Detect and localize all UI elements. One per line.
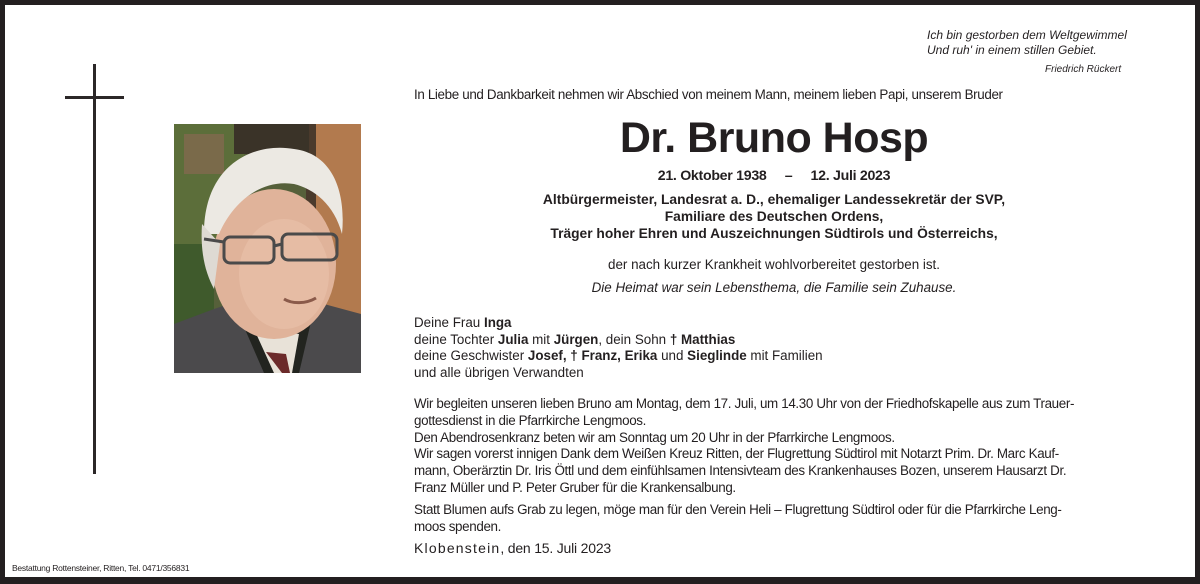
poem-quote [927,28,1127,58]
cross-icon-vertical-beam [93,64,96,474]
label-text: mit Familien [746,348,823,363]
rosary-text: Den Abendrosenkranz beten wir am Sonntag um 20 Uhr in der Pfarrkirche Lengmoos. [414,429,895,445]
place: Klobenstein [414,540,501,556]
label-text: deine Tochter [414,331,498,347]
place-and-date [414,540,611,556]
life-motto: Die Heimat war sein Lebensthema, die Familie sein Zuhause. [591,280,957,295]
donation-text: Statt Blumen aufs Grab zu legen, möge man für den Verein Heli – Flugrettung Südtirol oder für die Pfarrkirche Leng- moos spenden. [414,502,1062,534]
title-line: Familiare des Deutschen Ordens, [664,209,884,224]
partner-name: Jürgen [553,331,599,347]
deceased-name: Dr. Bruno Hosp [619,114,929,162]
label-text: und [657,348,688,363]
death-description: der nach kurzer Krankheit wohlvorbereitet gestorben ist. [608,257,940,272]
mourner-line-relatives: und alle übrigen Verwandten [414,364,584,380]
mourner-line-siblings [414,348,823,365]
label-text: Deine Frau [414,315,484,330]
intro-text: In Liebe und Dankbarkeit nehmen wir Abschied von meinem Mann, meinem lieben Papi, unserem Bruder [414,87,1003,102]
notice-date: , den 15. Juli 2023 [500,540,611,556]
title-line: Träger hoher Ehren und Auszeichnungen Südtirols und Österreichs, [550,226,998,241]
undertaker-credit: Bestattung Rottensteiner, Ritten, Tel. 0471/356831 [12,563,190,573]
sibling-name: Sieglinde [687,348,747,363]
mourners-list [414,315,823,381]
poem-line-1: Ich bin gestorben dem Weltgewimmel [927,28,1127,42]
life-dates [414,168,1134,184]
label-text: deine Geschwister [414,348,528,363]
obituary-notice [5,5,1195,577]
funeral-service-text: Wir begleiten unseren lieben Bruno am Montag, dem 17. Juli, um 14.30 Uhr von der Friedhofskapelle aus zum Trauer- gottesdienst in die Pfarrkirche Lengmoos. [414,396,1075,428]
portrait-photo [174,124,361,373]
label-text: mit [528,331,554,347]
funeral-info [414,396,1129,446]
thanks-text: Wir sagen vorerst innigen Dank dem Weißen Kreuz Ritten, der Flugrettung Südtirol mit Notarzt Prim. Dr. Marc Kauf- mann, Oberärztin Dr. Iris Öttl und dem einfühlsamen Intensivteam des Krankenhauses Bozen, unserem Hausarzt Dr. Franz Müller und P. Peter Gruber für die Krankensalbung. [414,446,1067,495]
cross-icon-horizontal-beam [65,96,124,99]
title-line: Altbürgermeister, Landesrat a. D., ehemaliger Landessekretär der SVP, [542,192,1006,207]
date-separator: – [784,168,793,184]
poem-author: Friedrich Rückert [1045,64,1122,75]
daughter-name: Julia [497,331,529,347]
honorary-titles [414,191,1134,242]
death-date: 12. Juli 2023 [810,168,891,184]
son-name: † Matthias [669,331,736,347]
wife-name: Inga [483,315,512,330]
poem-line-2: Und ruh' in einem stillen Gebiet. [927,43,1097,57]
birth-date: 21. Oktober 1938 [657,168,767,184]
mourner-line-children [414,332,823,349]
sibling-names: Josef, † Franz, Erika [527,348,658,363]
label-text: , dein Sohn [598,331,670,347]
mourner-line-wife [414,315,823,332]
